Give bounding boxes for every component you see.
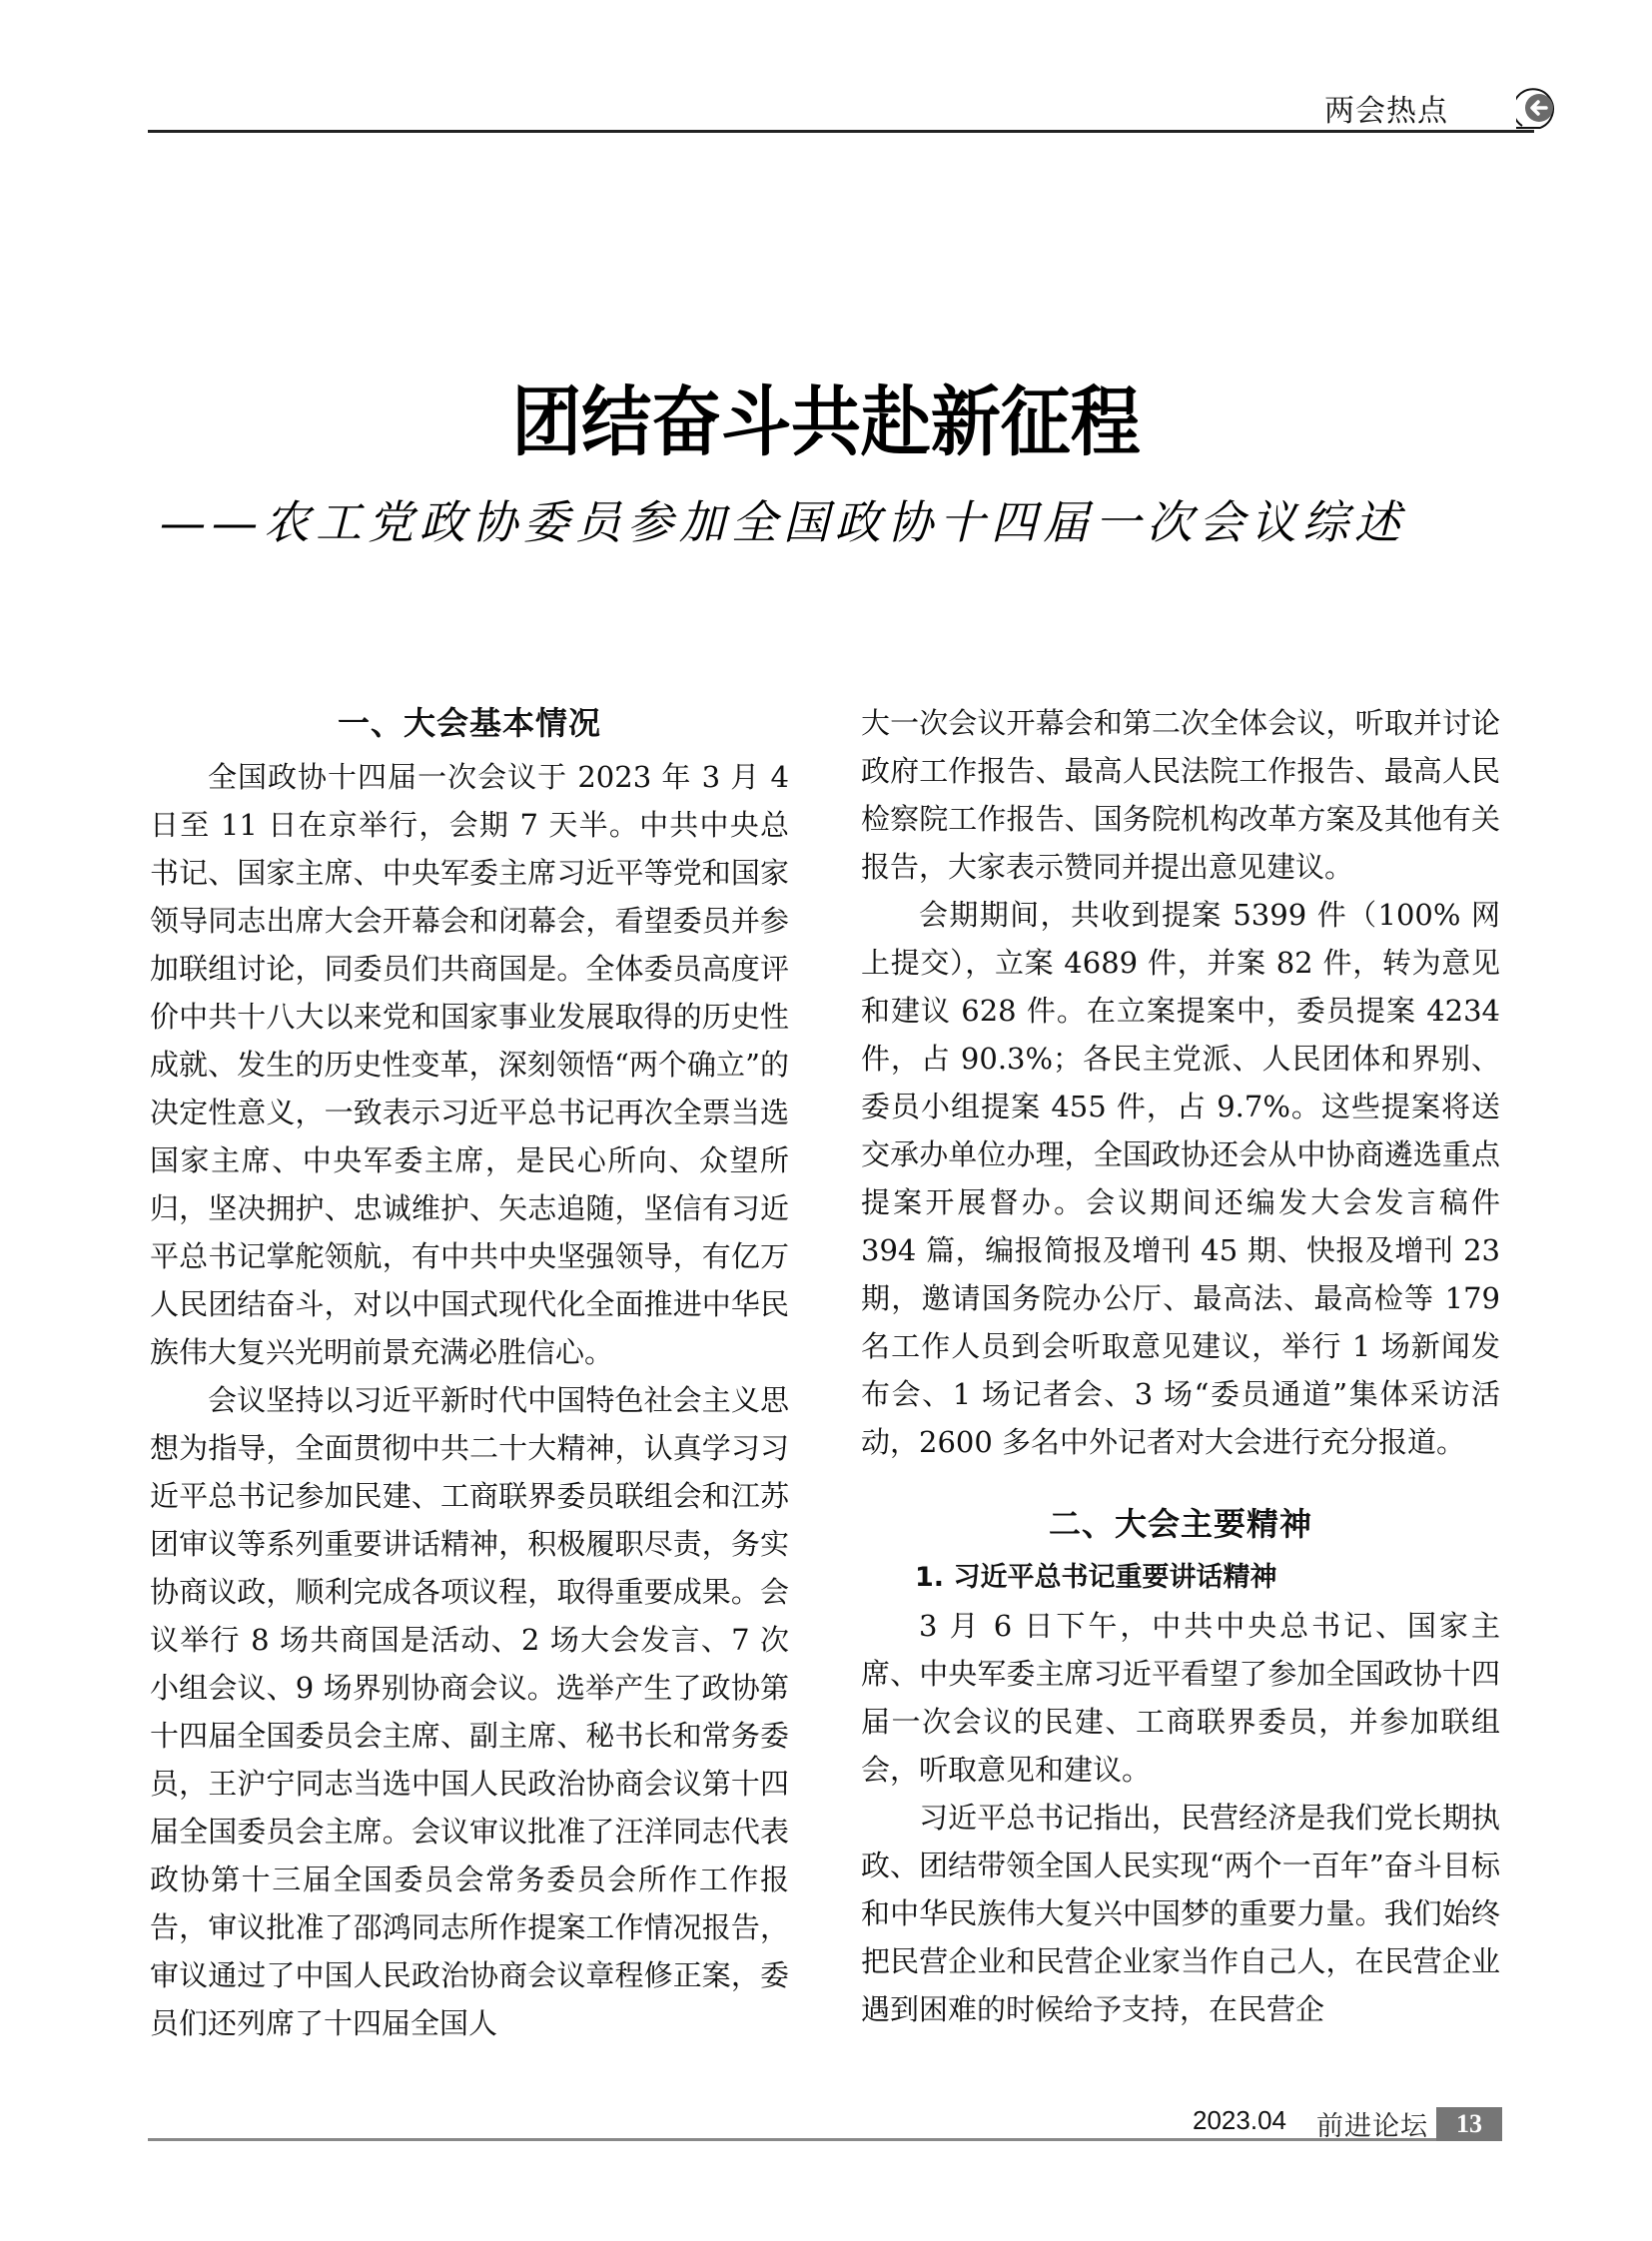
left-column bbox=[150, 699, 789, 2047]
paragraph: 全国政协十四届一次会议于 2023 年 3 月 4 日至 11 日在京举行，会期 7 天半。中共中央总书记、国家主席、中央军委主席习近平等党和国家领导同志出席大会开幕会和闭幕会，看望委员并参加联组讨论，同委员们共商国是。全体委员高度评价中共十八大以来党和国家事业发展取得的历史性成就、发生的历史性变革，深刻领悟“两个确立”的决定性意义，一致表示习近平总书记再次全票当选国家主席、中央军委主席，是民心所向、众望所归，坚决拥护、忠诚维护、矢志追随，坚信有习近平总书记掌舵领航，有中共中央坚强领导，有亿万人民团结奋斗，对以中国式现代化全面推进中华民族伟大复兴光明前景充满必胜信心。 bbox=[150, 760, 789, 1369]
footer-rule bbox=[148, 2138, 1436, 2141]
section-heading-2: 二、大会主要精神 bbox=[1048, 1505, 1312, 1543]
magazine-name: 前进论坛 bbox=[1316, 2111, 1428, 2142]
section-heading-1: 一、大会基本情况 bbox=[337, 704, 601, 742]
paragraph: 会议坚持以习近平新时代中国特色社会主义思想为指导，全面贯彻中共二十大精神，认真学习习近平总书记参加民建、工商联界委员联组会和江苏团审议等系列重要讲话精神，积极履职尽责，务实协商议政，顺利完成各项议程，取得重要成果。会议举行 8 场共商国是活动、2 场大会发言、7 次小组会议、9 场界别协商会议。选举产生了政协第十四届全国委员会主席、副主席、秘书长和常务委员，王沪宁同志当选中国人民政治协商会议第十四届全国委员会主席。会议审议批准了汪洋同志代表政协第十三届全国委员会常务委员会所作工作报告，审议批准了邵鸿同志所作提案工作情况报告，审议通过了中国人民政治协商会议章程修正案，委员们还列席了十四届全国人 bbox=[150, 1383, 789, 2040]
page-number: 13 bbox=[1436, 2107, 1502, 2141]
section-label: 两会热点 bbox=[1324, 94, 1448, 129]
paragraph: 会期期间，共收到提案 5399 件（100% 网上提交），立案 4689 件，并案 82 件，转为意见和建议 628 件。在立案提案中，委员提案 4234 件，占 90.3%；各民主党派、人民团体和界别、委员小组提案 455 件，占 9.7%。这些提案将送交承办单位办理，全国政协还会从中协商遴选重点提案开展督办。会议期间还编发大会发言稿件 394 篇，编报简报及增刊 45 期、快报及增刊 23 期，邀请国务院办公厅、最高法、最高检等 179 名工作人员到会听取意见建议，举行 1 场新闻发布会、1 场记者会、3 场“委员通道”集体采访活动，2600 多名中外记者对大会进行充分报道。 bbox=[861, 898, 1500, 1459]
header-rule bbox=[148, 130, 1534, 133]
article-subtitle: ——农工党政协委员参加全国政协十四届一次会议综述 bbox=[160, 495, 1406, 549]
paragraph-continuation: 大一次会议开幕会和第二次全体会议，听取并讨论政府工作报告、最高人民法院工作报告、最高人民检察院工作报告、国务院机构改革方案及其他有关报告，大家表示赞同并提出意见建议。 bbox=[861, 706, 1500, 884]
paragraph: 3 月 6 日下午，中共中央总书记、国家主席、中央军委主席习近平看望了参加全国政协十四届一次会议的民建、工商联界委员，并参加联组会，听取意见和建议。 bbox=[861, 1609, 1500, 1787]
left-arrow-circle-icon bbox=[1516, 86, 1560, 130]
right-column bbox=[861, 699, 1500, 2033]
issue-date: 2023.04 bbox=[1193, 2105, 1286, 2135]
paragraph: 习近平总书记指出，民营经济是我们党长期执政、团结带领全国人民实现“两个一百年”奋斗目标和中华民族伟大复兴中国梦的重要力量。我们始终把民营企业和民营企业家当作自己人，在民营企业遇到困难的时候给予支持，在民营企 bbox=[861, 1801, 1500, 2026]
article-title: 团结奋斗共赴新征程 bbox=[511, 377, 1141, 466]
subsection-heading: 1. 习近平总书记重要讲话精神 bbox=[915, 1562, 1277, 1593]
